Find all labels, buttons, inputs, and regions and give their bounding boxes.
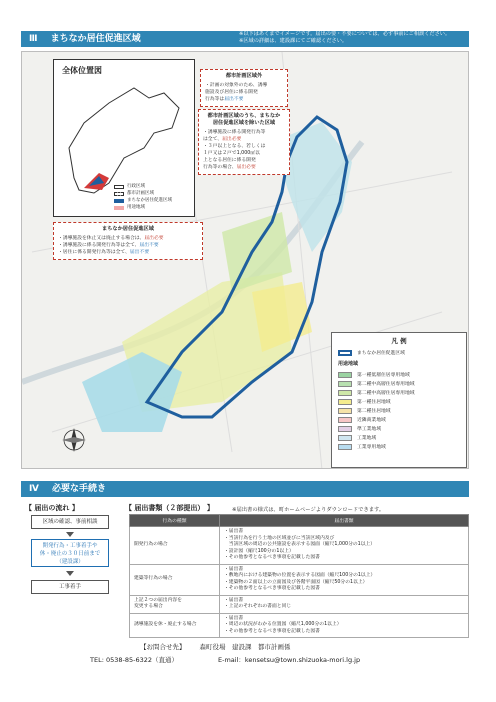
doc-item: ・敷地内における建築物の位置を表示する図面（縮尺100分の1以上） [224,573,376,578]
callout-line: 行為等の場合、 [203,165,237,170]
badge-not-required: 届出不要 [139,243,159,248]
badge-required: 届出必要 [144,236,164,241]
legend-label: 第二種中高層住居専用地域 [357,391,415,396]
contact-tel: TEL: 0538-85-6322（直通） [90,656,179,664]
legend-label: 工業地域 [357,436,377,441]
badge-required: 届出必要 [222,137,242,142]
section-header-4 [21,481,469,497]
callout-line: １戸又は２戸で1,000㎡以 [203,151,260,156]
legend-title: 凡 例 [391,337,407,345]
map-legend [331,332,467,468]
doc-item: ・その他参考となるべき事項を記載した図書 [224,628,320,634]
table-cell-type: 誘導施設を休・廃止する場合 [130,613,220,638]
flow-step-construction: 工事着手 [31,580,109,594]
badge-required: 届出必要 [236,165,256,170]
legend-swatch [338,444,352,450]
table-row [130,613,469,638]
legend-item-machinaka [332,348,466,357]
legend-label: 第一種低層住居専用地域 [357,373,410,378]
doc-item: ・届出書 [224,566,244,572]
contact-info [90,642,420,664]
callout-title: 都市計画区域外 [225,73,263,79]
badge-not-required: 届出不要 [224,97,244,102]
inset-outline [54,78,196,198]
table-cell-type: 上記２つの届出内容を 変更する場合 [130,595,220,613]
inset-legend-item: まちなか居住促進区域 [114,197,172,204]
doc-item: ・届出書 [224,529,244,534]
table-row [130,595,469,613]
badge-not-required: 届出不要 [129,250,150,255]
table-cell-docs [220,613,469,638]
doc-item: ・その他参考となるべき事項を記載した図書 [224,555,320,560]
note-line: ※区域の詳細は、建設課にてご確認ください。 [239,37,348,44]
callout-line: ・誘導施設に係る開発行為等は全て、 [58,243,140,248]
section-title: 必要な手続き [52,484,107,494]
legend-item-zoning [332,406,466,415]
callout-title-line: 都市計画区域のうち、まちなか [207,113,281,119]
section-number: Ⅲ [29,34,38,44]
callout-line: ・誘導施設を休止又は廃止する場合は、 [58,236,145,241]
district-map [21,51,469,469]
doc-item: 当該区域の周辺の公共施設を表示する図面（縮尺1,000分の1以上） [224,542,376,547]
note-line: ※以下はあくまでイメージです。届出の要・不要については、必ず事前にご相談ください。 [239,31,451,37]
legend-label: まちなか居住促進区域 [357,351,405,356]
legend-item-zoning [332,397,466,406]
legend-label: 第二種住居地域 [357,409,391,414]
doc-item: ・建築物の２面以上の立面図及び各階平面図（縮尺50分の1以上） [224,579,368,585]
flow-step-submit [31,539,109,567]
legend-label: 第一種住居地域 [357,400,391,405]
inset-legend-item: 用途地域 [114,204,172,211]
callout-title [203,113,285,127]
table-cell-docs [220,595,469,613]
callout-line: 施設及び居住に係る開発 [205,90,258,95]
callout-line: ・誘導施設に係る開発行為等 [203,130,266,135]
callout-line: 行為等は [205,97,225,102]
legend-item-zoning [332,379,466,388]
legend-item-zoning [332,415,466,424]
table-cell-type: 開発行為の場合 [130,527,220,565]
section-title: まちなか居住促進区域 [50,34,141,44]
callout-line: 上となる居住に係る開発 [203,158,256,163]
section-number: Ⅳ [29,484,39,494]
legend-item-zoning [332,433,466,442]
flow-arrow [66,532,74,537]
callout-line: ・３戸以上となる、若しくは [203,144,266,149]
legend-swatch [338,408,352,414]
table-header: 行為の種類 [130,515,220,527]
callout-title: まちなか居住促進区域 [102,226,154,232]
inset-title: 全体位置図 [62,66,102,75]
docs-note: ※届出書の様式は、町ホームページよりダウンロードできます。 [232,507,385,513]
legend-label: 工業専用地域 [357,445,386,450]
doc-item: ・届出書 [224,597,244,603]
callout-line: ・居住に係る開発行為等は全て、 [58,250,130,255]
callout-planning-area [198,109,290,175]
flow-step-line: 休・廃止の３０日前まで [39,551,101,557]
flow-step-line: 開発行為・工事着手や [42,543,98,549]
table-cell-docs [220,564,469,595]
legend-item-zoning [332,424,466,433]
table-header: 届出書類 [220,515,469,527]
docs-title: 【 届出書類（２部提出） 】 [125,504,214,512]
legend-item-zoning [332,370,466,379]
flow-step-line: （建設課） [56,559,84,565]
callout-machinaka-area [53,222,203,260]
legend-swatch [338,372,352,378]
legend-swatch [338,417,352,423]
callout-line: ・計画の対象外のため、誘導 [205,83,268,88]
legend-item-zoning [332,388,466,397]
location-inset-map [53,59,195,217]
north-arrow [62,428,86,452]
section-notes [239,31,450,44]
legend-item-zoning [332,442,466,451]
legend-swatch [338,435,352,441]
inset-legend-item: 都市計画区域 [114,190,172,197]
legend-label: 近隣商業地域 [357,418,386,423]
doc-item: ・当該行為を行う土地の区域並びに当該区域内及び [224,535,335,541]
inset-legend [114,183,172,211]
legend-swatch [338,426,352,432]
flow-title: 【 届出の流れ 】 [25,504,79,512]
doc-item: ・届出書 [224,615,244,621]
legend-label: 準工業地域 [357,427,381,432]
contact-email[interactable]: E-mail：kensetsu@town.shizuoka-mori.lg.jp [218,656,361,664]
table-cell-docs [220,527,469,565]
table-cell-type: 建築等行為の場合 [130,564,220,595]
legend-swatch [338,381,352,387]
flow-step-confirm: 区域の確認、事前相談 [31,515,109,529]
table-row [130,564,469,595]
docs-table [129,514,469,638]
doc-item: ・設計図（縮尺100分の1以上） [224,548,294,554]
legend-subtitle: 用途地域 [338,361,359,367]
doc-item: ・上記のそれぞれの書面と同じ [224,604,292,609]
contact-label: 【お問合せ先】 [140,643,186,651]
legend-zoning-list [332,370,466,451]
callout-outside-planning-area [200,69,288,107]
doc-item: ・周辺の状況がわかる位置図（縮尺1,000分の1以上） [224,622,342,627]
callout-title-line: 居住促進区域を除いた区域 [212,120,276,126]
legend-swatch [338,399,352,405]
callout-line: は全て、 [203,137,223,142]
inset-legend-item: 行政区域 [114,183,172,190]
table-row [130,527,469,565]
contact-org: 森町役場 建設課 都市計画係 [199,643,291,651]
flow-arrow [66,571,74,576]
doc-item: ・その他参考となるべき事項を記載した図書 [224,586,320,591]
legend-swatch [338,390,352,396]
legend-label: 第二種中高層住居専用地域 [357,382,415,387]
